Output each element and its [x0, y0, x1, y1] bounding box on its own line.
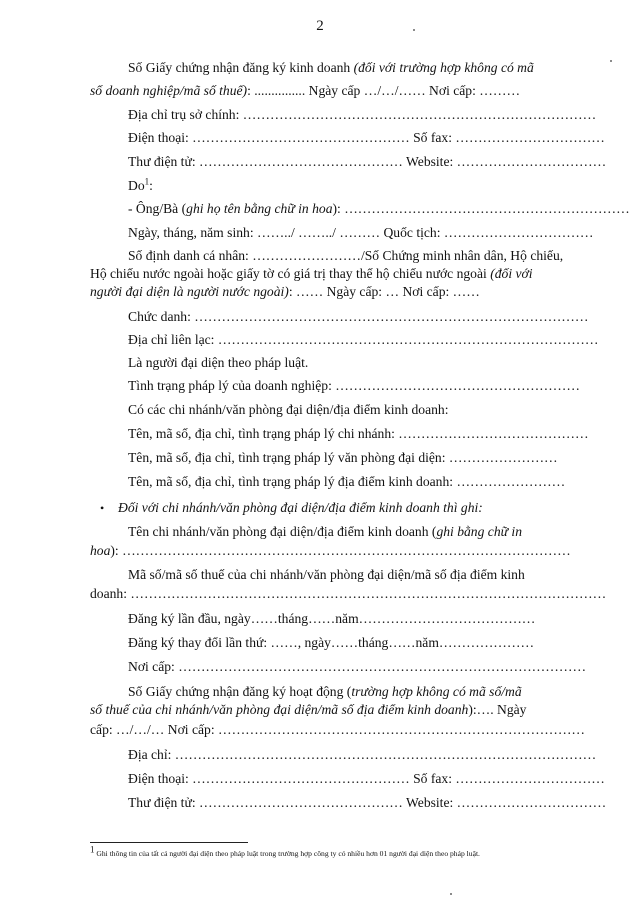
- footnote-divider: [90, 842, 248, 843]
- footnote-reference: 1: [144, 176, 150, 187]
- text: Số Giấy chứng nhận đăng ký kinh doanh: [128, 60, 354, 75]
- text: Hộ chiếu nước ngoài hoặc giấy tờ có giá trị thay thế hộ chiếu nước ngoài: [90, 266, 491, 281]
- dob-nationality-field: Ngày, tháng, năm sinh: ……../ ……../ ……… Quốc tịch: ……………………………: [128, 225, 594, 240]
- unit-phone-fax-field: Điện thoại: ………………………………………… Số fax: ……………………………: [128, 771, 605, 786]
- page-number: 2: [316, 18, 324, 34]
- operation-registration-line-1: [90, 684, 580, 700]
- rep-office-info-field: Tên, mã số, địa chỉ, tình trạng pháp lý văn phòng đại diện: ……………………: [128, 450, 558, 465]
- text: :: [149, 178, 153, 193]
- unit-code-line-2: doanh: ……………………………………………………………………………………………: [90, 586, 607, 601]
- unit-name-line-1: [90, 524, 580, 540]
- branches-intro: Có các chi nhánh/văn phòng đại diện/địa điểm kinh doanh:: [128, 402, 449, 417]
- text: số doanh nghiệp/mã số thuế): [90, 83, 248, 98]
- place-of-issue-field: Nơi cấp: ………………………………………………………………………………: [128, 659, 587, 674]
- footnote-text: Ghi thông tin của tất cả người đại diện theo pháp luật trong trường hợp công ty có nhiều hơn 01 người đại diện theo pháp luật.: [94, 849, 480, 858]
- text: Do: [128, 178, 145, 193]
- text: : ............... Ngày cấp …/…/…… Nơi cấp: ………: [247, 83, 521, 98]
- text: : …… Ngày cấp: … Nơi cấp: ……: [288, 284, 480, 299]
- contact-address-field: Địa chỉ liên lạc: …………………………………………………………………………: [128, 332, 599, 347]
- text: ):…. Ngày: [468, 702, 527, 717]
- text: người đại diện là người nước ngoài): [90, 284, 289, 299]
- scan-speck: [450, 893, 452, 895]
- text: Đối với chi nhánh/văn phòng đại diện/địa điểm kinh doanh thì ghi:: [118, 500, 483, 515]
- location-info-field: Tên, mã số, địa chỉ, tình trạng pháp lý địa điểm kinh doanh: ……………………: [128, 474, 566, 489]
- unit-name-line-2: [90, 543, 580, 559]
- identity-line-3: [90, 284, 580, 300]
- operation-registration-line-2: [90, 702, 580, 718]
- text: (đối với trường hợp không có mã: [353, 60, 534, 75]
- representative-name-field: [90, 201, 630, 217]
- text: - Ông/Bà (: [128, 201, 187, 216]
- business-registration-line-1: [90, 60, 580, 76]
- text: số thuế của chi nhánh/văn phòng đại diện/mã số địa điểm kinh doanh: [90, 702, 469, 717]
- footnote-mark: 1: [90, 844, 95, 855]
- legal-representative-text: Là người đại diện theo pháp luật.: [128, 355, 309, 370]
- text: Tên chi nhánh/văn phòng đại diện/địa điểm kinh doanh (: [128, 524, 437, 539]
- phone-fax-field: Điện thoại: ………………………………………… Số fax: ……………………………: [128, 130, 605, 145]
- unit-address-field: Địa chỉ: …………………………………………………………………………………: [128, 747, 597, 762]
- title-field: Chức danh: ……………………………………………………………………………: [128, 309, 589, 324]
- footnote: [90, 844, 590, 859]
- legal-status-field: Tình trạng pháp lý của doanh nghiệp: ………………………………………………: [128, 378, 580, 393]
- unit-email-website-field: Thư điện tử: ……………………………………… Website: ……………………………: [128, 795, 607, 810]
- business-registration-line-2: [90, 83, 580, 99]
- do-label: [90, 178, 580, 194]
- text: (đối với: [490, 266, 533, 281]
- scan-speck: [610, 60, 612, 62]
- identity-line-2: [90, 266, 580, 282]
- text: ): ………………………………………………………………………………………: [110, 543, 571, 558]
- identity-line-1: Số định danh cá nhân: ……………………/Số Chứng minh nhân dân, Hộ chiếu,: [128, 248, 564, 263]
- bullet-icon: •: [100, 501, 105, 515]
- unit-code-line-1: Mã số/mã số thuế của chi nhánh/văn phòng đại diện/mã số địa điểm kinh: [128, 567, 525, 582]
- operation-registration-line-3: cấp: …/…/… Nơi cấp: ………………………………………………………………………: [90, 722, 586, 737]
- text: trường hợp không có mã số/mã: [351, 684, 522, 699]
- branch-info-field: Tên, mã số, địa chỉ, tình trạng pháp lý chi nhánh: ……………………………………: [128, 426, 589, 441]
- change-registration-field: Đăng ký thay đổi lần thứ: ……, ngày……tháng……năm…………………: [128, 635, 535, 650]
- email-website-field: Thư điện tử: ……………………………………… Website: ……………………………: [128, 154, 607, 169]
- text: ghi họ tên bằng chữ in hoa: [186, 201, 333, 216]
- head-office-address-field: Địa chỉ trụ sở chính: ……………………………………………………………………: [128, 107, 597, 122]
- scan-speck: [413, 29, 415, 31]
- text: Số Giấy chứng nhận đăng ký hoạt động (: [128, 684, 352, 699]
- text: ghi bằng chữ in: [436, 524, 523, 539]
- text: hoa: [90, 543, 111, 558]
- first-registration-field: Đăng ký lần đầu, ngày……tháng……năm…………………………………: [128, 611, 536, 626]
- text: ): ………………………………………………………: [332, 201, 630, 216]
- bullet-heading: [100, 500, 580, 516]
